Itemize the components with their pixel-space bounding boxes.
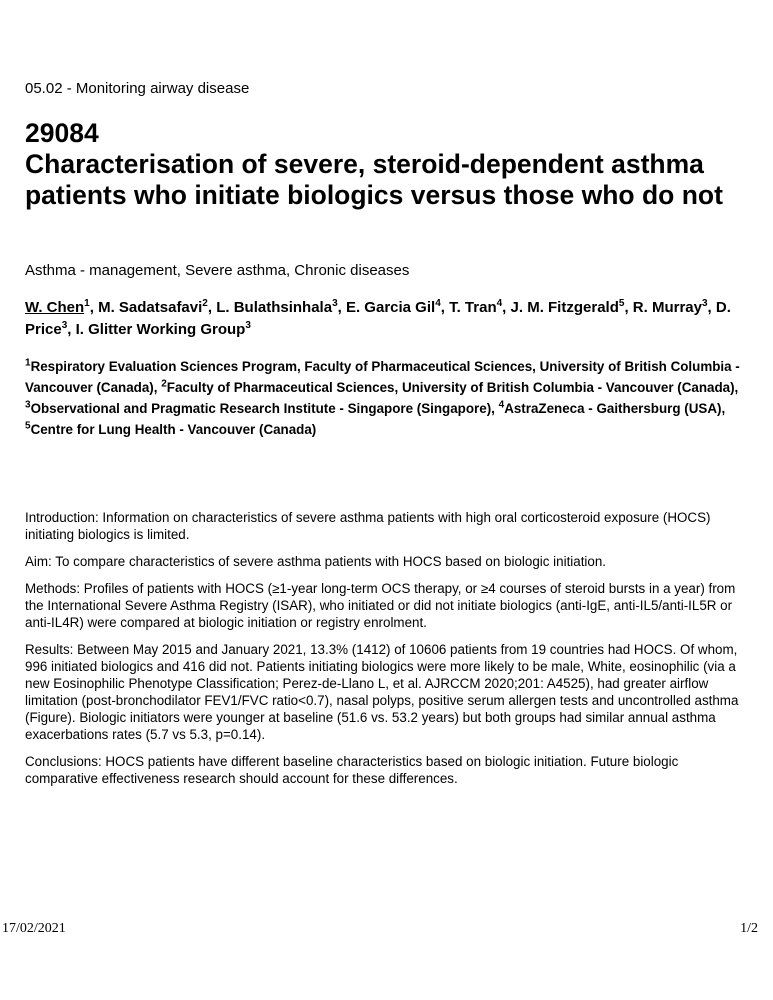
affiliation: $^4$AstraZeneca - Gaithersburg (USA),: [498, 399, 726, 416]
author-affiliation-number: 4: [496, 298, 503, 309]
keywords: Asthma - management, Severe asthma, Chronic diseases: [25, 262, 410, 279]
affiliation-number: 5: [25, 420, 31, 432]
affiliation-text: Respiratory Evaluation Sciences Program, Faculty of Pharmaceutical Sciences, University of British Columbia - Vancouver (Canada): [25, 359, 740, 395]
affiliation: $^2$Faculty of Pharmaceutical Sciences, University of British Columbia - Vancouver (Canada),: [161, 378, 739, 395]
author: L. Bulathsinhala$^3$,: [216, 298, 346, 316]
methods-paragraph: Methods: Profiles of patients with HOCS (≥1-year long-term OCS therapy, or ≥4 courses of steroid bursts in a year) from the International Severe Asthma Registry (ISAR), who initiated or did not initiate biologics (anti-IgE, anti-IL5/anti-IL5R or anti-IL4R) were compared at biologic initiation or registry enrolment.: [25, 581, 736, 630]
author: [76, 321, 251, 338]
author-affiliation-number: 3: [61, 320, 68, 331]
affiliation-text: Faculty of Pharmaceutical Sciences, University of British Columbia - Vancouver (Canada): [166, 380, 735, 395]
affiliation: [25, 422, 316, 437]
author-name: W. Chen: [25, 299, 85, 316]
author-affiliation-number: 2: [202, 298, 208, 309]
author-name: L. Bulathsinhala: [216, 299, 333, 316]
author: J. M. Fitzgerald$^5$,: [510, 298, 633, 316]
author-affiliation-number: 4: [435, 298, 441, 309]
author-name: J. M. Fitzgerald: [510, 299, 619, 316]
author-name: D. Price: [25, 299, 731, 338]
author-name: M. Sadatsafavi: [98, 299, 203, 316]
introduction-paragraph: Introduction: Information on characteristics of severe asthma patients with high oral corticosteroid exposure (HOCS) initiating biologics is limited.: [25, 510, 711, 542]
author-affiliation-number: 1: [84, 298, 90, 309]
abstract-number: 29084: [25, 118, 99, 148]
author-affiliation-number: 3: [332, 298, 338, 309]
author: T. Tran$^4$,: [449, 298, 511, 316]
author: W. Chen$^1$,: [25, 298, 99, 316]
section-label: 05.02 - Monitoring airway disease: [25, 80, 250, 97]
title-block: [25, 118, 750, 211]
abstract-title: Characterisation of severe, steroid-dependent asthma patients who initiate biologics versus those who do not: [25, 149, 723, 210]
author-name: T. Tran: [449, 299, 497, 316]
author-affiliation-number: 3: [701, 298, 708, 309]
affiliation-number: 3: [25, 399, 31, 411]
author: R. Murray$^3$,: [632, 298, 716, 316]
author-name: I. Glitter Working Group: [75, 321, 246, 338]
abstract-body: [25, 509, 750, 797]
author-name: E. Garcia Gil: [345, 299, 436, 316]
aim-paragraph: Aim: To compare characteristics of severe asthma patients with HOCS based on biologic initiation.: [25, 554, 607, 569]
footer-date: 17/02/2021: [2, 921, 66, 936]
author: M. Sadatsafavi$^2$,: [98, 298, 217, 316]
author-affiliation-number: 3: [245, 320, 251, 331]
affiliation-list: [25, 356, 750, 440]
affiliation-text: Observational and Pragmatic Research Institute - Singapore (Singapore): [30, 401, 492, 416]
author-name: R. Murray: [632, 299, 702, 316]
footer-page-number: 1/2: [740, 921, 758, 936]
conclusions-paragraph: Conclusions: HOCS patients have different baseline characteristics based on biologic initiation. Future biologic comparative effectiveness research should account for these differences.: [25, 754, 679, 786]
author-list: [25, 297, 750, 341]
affiliation: $^3$Observational and Pragmatic Research Institute - Singapore (Singapore),: [25, 399, 499, 416]
affiliation-number: 4: [498, 399, 505, 411]
affiliation-number: 1: [25, 357, 31, 369]
affiliation-number: 2: [161, 378, 167, 390]
affiliation: $^1$Respiratory Evaluation Sciences Program, Faculty of Pharmaceutical Sciences, University of British Columbia - Vancouver (Canada),: [25, 357, 740, 395]
affiliation-text: AstraZeneca - Gaithersburg (USA): [504, 401, 722, 416]
author-affiliation-number: 5: [618, 298, 625, 309]
author: E. Garcia Gil$^4$,: [345, 298, 450, 316]
author: D. Price$^3$,: [25, 299, 731, 338]
affiliation-text: Centre for Lung Health - Vancouver (Canada): [30, 422, 317, 437]
results-paragraph: Results: Between May 2015 and January 2021, 13.3% (1412) of 10606 patients from 19 countries had HOCS. Of whom, 996 initiated biologics and 416 did not. Patients initiating biologics were more likely to be male, White, eosinophilic (via a new Eosinophilic Phenotype Classification; Perez-de-Llano L, et al. AJRCCM 2020;201: A4525), had greater airflow limitation (post-bronchodilator FEV1/FVC ratio<0.7), nasal polyps, positive serum allergen tests and uncontrolled asthma (Figure). Biologic initiators were younger at baseline (51.6 vs. 53.2 years) but both groups had similar annual asthma exacerbations rates (5.7 vs 5.3, p=0.14).: [25, 642, 739, 742]
